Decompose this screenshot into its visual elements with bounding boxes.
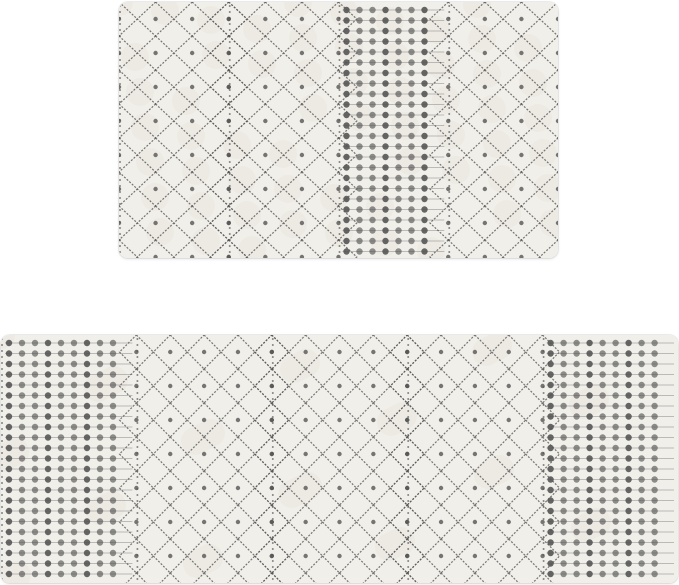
small-kitchen-mat	[119, 2, 558, 258]
band-separator	[272, 338, 274, 580]
runner-kitchen-mat	[1, 335, 678, 583]
band-separator	[407, 338, 409, 580]
small-mat-pattern	[119, 2, 558, 258]
runner-mat-pattern	[1, 335, 678, 583]
band-separator	[543, 338, 545, 580]
band-separator	[1, 338, 3, 580]
band-separator	[136, 338, 138, 580]
